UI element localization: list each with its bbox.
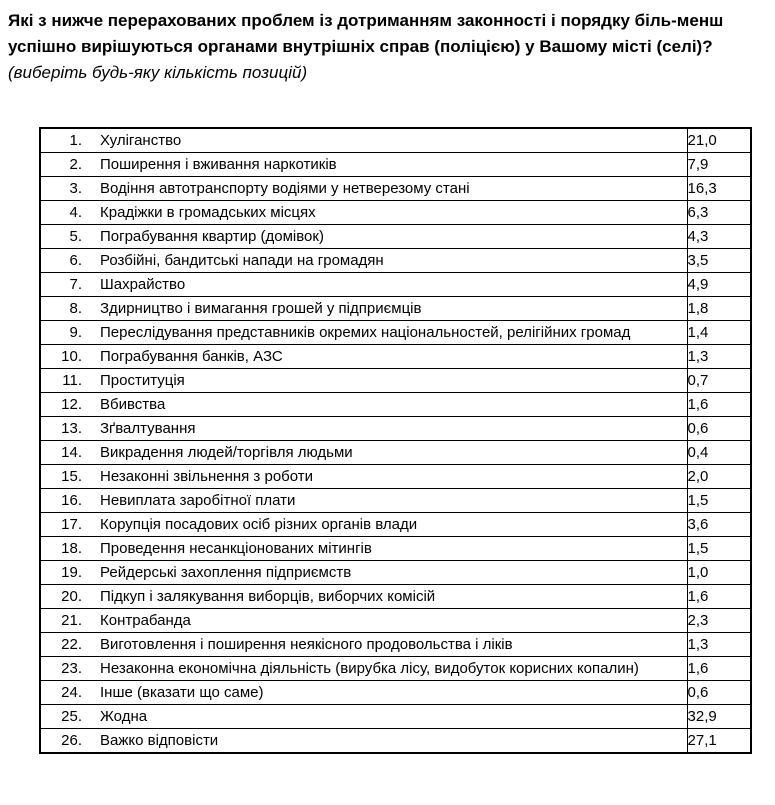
row-value: 1,6 <box>687 585 751 609</box>
question-title-instruction: (виберіть будь-яку кількість позицій) <box>8 63 308 82</box>
table-row <box>40 249 751 273</box>
row-label-cell <box>40 705 687 729</box>
row-label: Переслідування представників окремих національностей, релігійних громад <box>100 324 631 341</box>
row-label: Проведення несанкціонованих мітингів <box>100 540 372 557</box>
row-number: 21. <box>61 612 82 629</box>
row-number: 11. <box>62 372 82 389</box>
table-row <box>40 345 751 369</box>
row-label-cell <box>40 177 687 201</box>
table-row <box>40 128 751 153</box>
row-label-cell <box>40 465 687 489</box>
row-value: 2,3 <box>687 609 751 633</box>
row-value: 0,6 <box>687 417 751 441</box>
row-value: 1,5 <box>687 537 751 561</box>
row-label: Незаконні звільнення з роботи <box>100 468 314 485</box>
table-row <box>40 273 751 297</box>
row-value: 1,0 <box>687 561 751 585</box>
row-label-cell <box>40 417 687 441</box>
row-value: 0,7 <box>687 369 751 393</box>
row-number: 17. <box>61 516 82 533</box>
row-value: 6,3 <box>687 201 751 225</box>
row-number: 26. <box>61 732 82 749</box>
question-title <box>8 8 760 86</box>
row-value: 1,4 <box>687 321 751 345</box>
row-label: Жодна <box>100 708 148 725</box>
row-number: 4. <box>69 204 82 221</box>
table-row <box>40 729 751 754</box>
row-label: Підкуп і залякування виборців, виборчих комісій <box>100 588 436 605</box>
row-label: Важко відповісти <box>100 732 219 749</box>
row-value: 1,6 <box>687 393 751 417</box>
row-label-cell <box>40 249 687 273</box>
row-value: 4,3 <box>687 225 751 249</box>
table-row <box>40 705 751 729</box>
row-value: 4,9 <box>687 273 751 297</box>
row-label: Невиплата заробітної плати <box>100 492 296 509</box>
row-value: 3,5 <box>687 249 751 273</box>
row-label-cell <box>40 128 687 153</box>
row-value: 16,3 <box>687 177 751 201</box>
row-number: 12. <box>61 396 82 413</box>
table-row <box>40 321 751 345</box>
row-value: 0,6 <box>687 681 751 705</box>
table-row <box>40 657 751 681</box>
row-number: 13. <box>61 420 82 437</box>
row-label-cell <box>40 585 687 609</box>
row-value: 1,5 <box>687 489 751 513</box>
row-label-cell <box>40 633 687 657</box>
row-number: 9. <box>69 324 82 341</box>
row-number: 14. <box>61 444 82 461</box>
row-label: Незаконна економічна діяльність (вирубка лісу, видобуток корисних копалин) <box>100 660 639 677</box>
row-label: Хуліганство <box>100 132 182 149</box>
row-label-cell <box>40 393 687 417</box>
row-label-cell <box>40 297 687 321</box>
table-row <box>40 465 751 489</box>
row-number: 20. <box>61 588 82 605</box>
table-row <box>40 153 751 177</box>
row-label-cell <box>40 681 687 705</box>
row-label-cell <box>40 369 687 393</box>
table-row <box>40 177 751 201</box>
row-label-cell <box>40 657 687 681</box>
table-row <box>40 417 751 441</box>
row-value: 7,9 <box>687 153 751 177</box>
row-label-cell <box>40 729 687 754</box>
row-number: 24. <box>61 684 82 701</box>
row-label-cell <box>40 513 687 537</box>
row-label: Крадіжки в громадських місцях <box>100 204 316 221</box>
row-label: Виготовлення і поширення неякісного продовольства і ліків <box>100 636 513 653</box>
row-number: 1. <box>69 132 82 149</box>
row-value: 27,1 <box>687 729 751 754</box>
row-label: Проституція <box>100 372 185 389</box>
row-label: Зґвалтування <box>100 420 196 437</box>
problems-table-body <box>40 128 751 753</box>
row-number: 22. <box>61 636 82 653</box>
row-value: 32,9 <box>687 705 751 729</box>
row-label-cell <box>40 561 687 585</box>
table-row <box>40 489 751 513</box>
row-number: 5. <box>69 228 82 245</box>
row-label: Пограбування квартир (домівок) <box>100 228 324 245</box>
row-number: 7. <box>69 276 82 293</box>
row-value: 1,3 <box>687 345 751 369</box>
row-label: Контрабанда <box>100 612 191 629</box>
row-number: 3. <box>69 180 82 197</box>
row-value: 1,3 <box>687 633 751 657</box>
table-row <box>40 633 751 657</box>
row-number: 10. <box>61 348 82 365</box>
row-label-cell <box>40 489 687 513</box>
row-label: Викрадення людей/торгівля людьми <box>100 444 353 461</box>
row-number: 18. <box>61 540 82 557</box>
table-row <box>40 609 751 633</box>
table-row <box>40 225 751 249</box>
row-label-cell <box>40 273 687 297</box>
row-label-cell <box>40 441 687 465</box>
row-label-cell <box>40 321 687 345</box>
row-value: 1,6 <box>687 657 751 681</box>
row-value: 21,0 <box>687 128 751 153</box>
table-row <box>40 201 751 225</box>
row-number: 19. <box>61 564 82 581</box>
row-label: Рейдерські захоплення підприємств <box>100 564 352 581</box>
table-row <box>40 681 751 705</box>
table-row <box>40 441 751 465</box>
row-number: 23. <box>61 660 82 677</box>
row-value: 0,4 <box>687 441 751 465</box>
question-title-main: Які з нижче перерахованих проблем із дотриманням законності і порядку біль-менш успішно вирішуються органами внутрішніх справ (поліцією) у Вашому місті (селі)? <box>8 11 724 56</box>
table-row <box>40 369 751 393</box>
table-row <box>40 393 751 417</box>
table-row <box>40 561 751 585</box>
row-label: Поширення і вживання наркотиків <box>100 156 337 173</box>
table-row <box>40 297 751 321</box>
row-number: 16. <box>61 492 82 509</box>
row-value: 1,8 <box>687 297 751 321</box>
row-label: Шахрайство <box>100 276 186 293</box>
row-value: 3,6 <box>687 513 751 537</box>
row-label: Розбійні, бандитські напади на громадян <box>100 252 384 269</box>
problems-table <box>39 127 752 754</box>
row-label-cell <box>40 345 687 369</box>
row-label-cell <box>40 225 687 249</box>
row-label: Корупція посадових осіб різних органів влади <box>100 516 418 533</box>
row-label: Водіння автотранспорту водіями у нетверезому стані <box>100 180 470 197</box>
row-label: Пограбування банків, АЗС <box>100 348 283 365</box>
row-number: 6. <box>69 252 82 269</box>
row-label: Вбивства <box>100 396 166 413</box>
row-number: 25. <box>61 708 82 725</box>
row-number: 15. <box>61 468 82 485</box>
row-value: 2,0 <box>687 465 751 489</box>
row-label-cell <box>40 537 687 561</box>
table-row <box>40 513 751 537</box>
row-number: 8. <box>69 300 82 317</box>
row-label: Здирництво і вимагання грошей у підприємців <box>100 300 422 317</box>
row-label-cell <box>40 609 687 633</box>
table-row <box>40 537 751 561</box>
row-label-cell <box>40 201 687 225</box>
table-row <box>40 585 751 609</box>
row-label-cell <box>40 153 687 177</box>
row-label: Інше (вказати що саме) <box>100 684 264 701</box>
row-number: 2. <box>69 156 82 173</box>
